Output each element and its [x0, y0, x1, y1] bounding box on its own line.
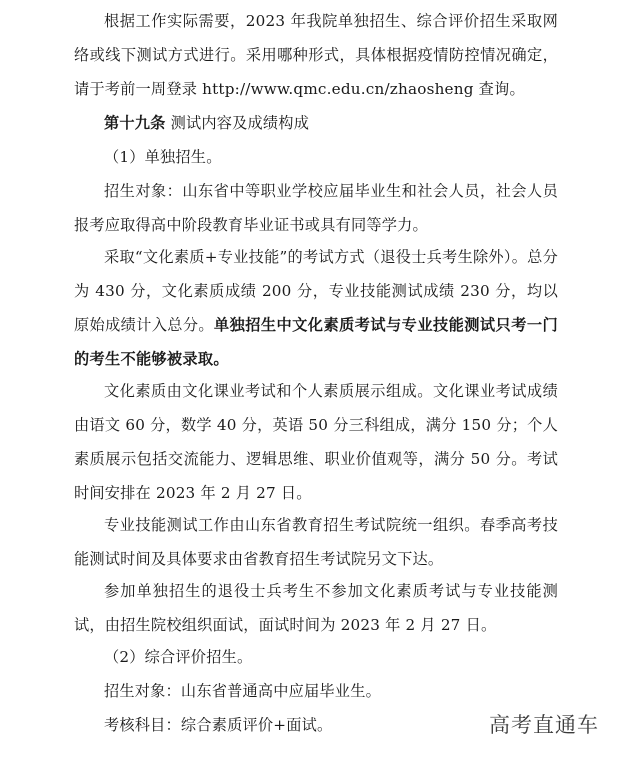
paragraph-comprehensive-subjects: 考核科目：综合素质评价+面试。: [104, 716, 333, 734]
paragraph-exam-format: [74, 240, 558, 376]
paragraph-test-method: 根据工作实际需要，2023 年我院单独招生、综合评价招生采取网络或线下测试方式进行。采用哪种形式，具体根据疫情防控情况确定，请于考前一周登录 http://www.qmc.edu.cn/zhaosheng 查询。: [74, 12, 558, 98]
paragraph-comprehensive-target: 招生对象：山东省普通高中应届毕业生。: [104, 682, 381, 700]
paragraph-veteran: 参加单独招生的退役士兵考生不参加文化素质考试与专业技能测试，由招生院校组织面试，面试时间为 2023 年 2 月 27 日。: [74, 582, 558, 634]
section-independent-admission: （1）单独招生。: [104, 148, 222, 166]
watermark-logo-text: 高考直通车: [489, 713, 599, 737]
paragraph-independent-target: 招生对象：山东省中等职业学校应届毕业生和社会人员，社会人员报考应取得高中阶段教育毕业证书或具有同等学力。: [74, 182, 558, 234]
paragraph-cultural-quality: 文化素质由文化课业考试和个人素质展示组成。文化课业考试成绩由语文 60 分，数学 40 分，英语 50 分三科组成，满分 150 分；个人素质展示包括交流能力、逻辑思维、职业价值观等，满分 50 分。考试时间安排在 2023 年 2 月 27 日。: [74, 382, 558, 502]
exam-format-text: 采取“文化素质+专业技能”的考试方式（退役士兵考生除外）。总分为 430 分，文化素质成绩 200 分，专业技能测试成绩 230 分，均以原始成绩计入总分。: [74, 248, 558, 334]
paragraph-skill-test: 专业技能测试工作由山东省教育招生考试院统一组织。春季高考技能测试时间及具体要求由省教育招生考试院另文下达。: [74, 516, 558, 568]
article-title: 测试内容及成绩构成: [165, 114, 310, 132]
article-heading: [74, 106, 558, 140]
section-comprehensive-admission: （2）综合评价招生。: [104, 648, 253, 666]
article-label: 第十九条: [104, 114, 166, 132]
exam-format-warning: 单独招生中文化素质考试与专业技能测试只考一门的考生不能够被录取。: [74, 316, 558, 368]
